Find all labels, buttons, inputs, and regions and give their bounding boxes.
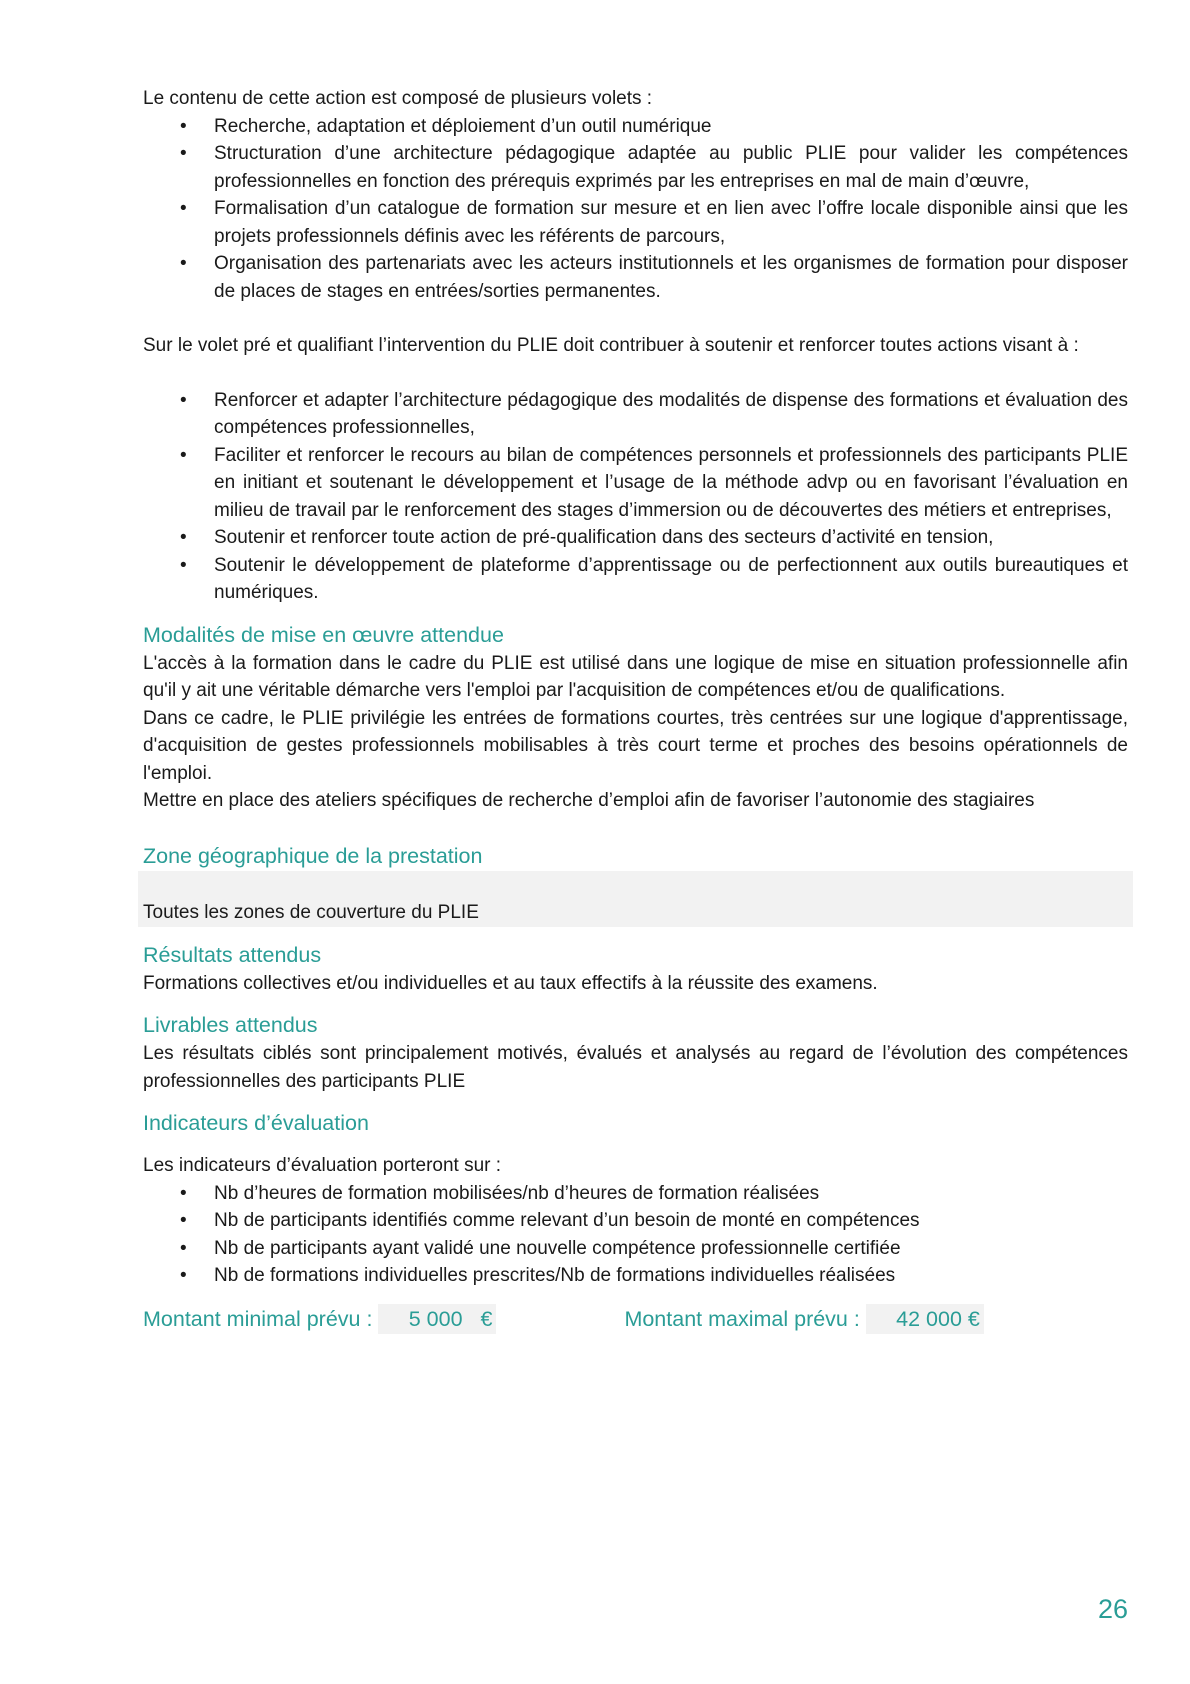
volets-list: [143, 113, 1128, 306]
montants-row: [143, 1304, 1128, 1334]
list-item: • Formalisation d’un catalogue de formation sur mesure et en lien avec l’offre locale disponible ainsi que les projets professionnels définis avec les référents de parcours,: [143, 195, 1128, 250]
modalites-paragraph: Dans ce cadre, le PLIE privilégie les entrées de formations courtes, très centrées sur une logique d'apprentissage, d'acquisition de gestes professionnels mobilisables à très court terme et proches des besoins opérationnels de l'emploi.: [143, 707, 1128, 784]
modalites-paragraph: Mettre en place des ateliers spécifiques de recherche d’emploi afin de favoriser l’autonomie des stagiaires: [143, 790, 1035, 811]
indicateurs-list: [143, 1180, 1128, 1290]
list-item: • Recherche, adaptation et déploiement d’un outil numérique: [143, 113, 1128, 141]
indicateurs-heading: Indicateurs d’évaluation: [143, 1111, 369, 1135]
actions-list: [143, 387, 1128, 607]
indicateurs-intro: Les indicateurs d’évaluation porteront sur :: [143, 1155, 502, 1176]
zone-box: [138, 871, 1133, 927]
document-page: [143, 85, 1128, 1334]
resultats-text: Formations collectives et/ou individuelles et au taux effectifs à la réussite des examens.: [143, 972, 878, 994]
min-amount-label: Montant minimal prévu :: [143, 1306, 373, 1331]
list-item: • Nb de participants identifiés comme relevant d’un besoin de monté en compétences: [143, 1207, 1128, 1235]
zone-text: Toutes les zones de couverture du PLIE: [143, 901, 479, 923]
list-item: • Nb d’heures de formation mobilisées/nb d’heures de formation réalisées: [143, 1180, 1128, 1208]
list-item: • Nb de participants ayant validé une nouvelle compétence professionnelle certifiée: [143, 1235, 1128, 1263]
max-amount-value: 42 000 €: [866, 1304, 984, 1334]
livrables-heading: Livrables attendus: [143, 1013, 318, 1037]
list-item: • Structuration d’une architecture pédagogique adaptée au public PLIE pour valider les compétences professionnelles en fonction des prérequis exprimés par les entreprises en mal de main d’œuvre,: [143, 140, 1128, 195]
zone-heading: Zone géographique de la prestation: [143, 843, 483, 868]
list-item: • Soutenir et renforcer toute action de pré-qualification dans des secteurs d’activité en tension,: [143, 524, 1128, 552]
list-item: • Nb de formations individuelles prescrites/Nb de formations individuelles réalisées: [143, 1262, 1128, 1290]
list-item: • Faciliter et renforcer le recours au bilan de compétences personnels et professionnels des participants PLIE en initiant et soutenant le développement et l’usage de la méthode advp ou en favorisant l’évaluation en milieu de travail par le renforcement des stages d’immersion ou de découvertes des métiers et entreprises,: [143, 442, 1128, 525]
livrables-text: Les résultats ciblés sont principalement motivés, évalués et analysés au regard de l’évolution des compétences professionnelles des participants PLIE: [143, 1043, 1128, 1092]
page-number: 26: [1097, 1594, 1128, 1624]
intro-text: Le contenu de cette action est composé de plusieurs volets :: [143, 88, 653, 109]
list-item: • Organisation des partenariats avec les acteurs institutionnels et les organismes de formation pour disposer de places de stages en entrées/sorties permanentes.: [143, 250, 1128, 305]
max-amount-label: Montant maximal prévu :: [624, 1306, 860, 1331]
volet-pre-text: Sur le volet pré et qualifiant l’intervention du PLIE doit contribuer à soutenir et renforcer toutes actions visant à :: [143, 335, 1079, 356]
list-item: • Renforcer et adapter l’architecture pédagogique des modalités de dispense des formations et évaluation des compétences professionnelles,: [143, 387, 1128, 442]
modalites-heading: Modalités de mise en œuvre attendue: [143, 622, 504, 647]
min-amount-value: 5 000 €: [378, 1304, 496, 1334]
modalites-paragraph: L'accès à la formation dans le cadre du PLIE est utilisé dans une logique de mise en situation professionnelle afin qu'il y ait une véritable démarche vers l'emploi par l'acquisition de compétences et/ou de qualifications.: [143, 652, 1128, 701]
resultats-heading: Résultats attendus: [143, 942, 322, 967]
list-item: • Soutenir le développement de plateforme d’apprentissage ou de perfectionnent aux outils bureautiques et numériques.: [143, 552, 1128, 607]
